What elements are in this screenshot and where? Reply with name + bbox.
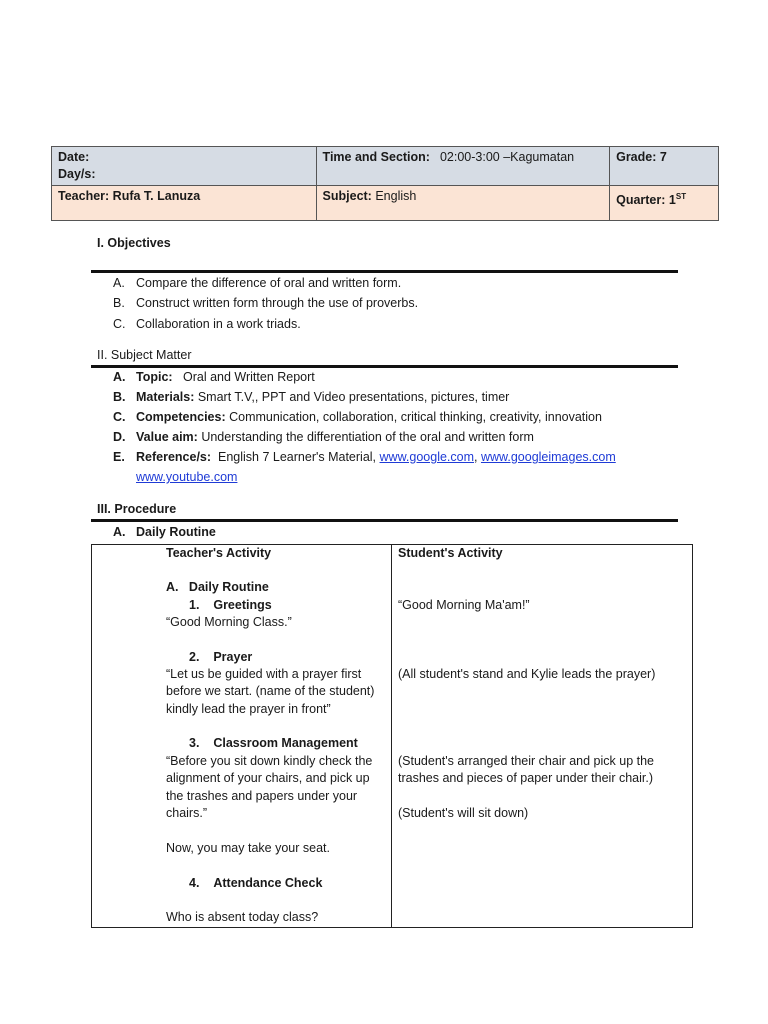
step-marker: 1. [189,598,200,612]
time-section-cell [316,147,610,186]
subject-matter-item [113,407,693,427]
teacher-activity-header: Teacher's Activity [166,546,272,560]
objective-item [113,293,693,313]
subject-matter-item: E. Reference/s: English 7 Learner's Material, www.google.com, www.googleimages.com [113,447,693,467]
grade-cell [610,147,719,186]
item-label: Competencies: [136,410,226,424]
youtube-link[interactable]: www.youtube.com [136,470,238,484]
time-value: 02:00-3:00 –Kagumatan [439,150,575,164]
objective-item [113,314,693,334]
student-line: (All student's stand and Kylie leads the prayer) [398,667,656,681]
student-line: trashes and pieces of paper under their chair.) [398,771,654,785]
student-line: (Student's arranged their chair and pick up the [398,754,655,768]
teacher-line: alignment of your chairs, and pick up [166,771,370,785]
prayer-heading [189,649,252,667]
grade-value: 7 [659,150,667,164]
item-marker: A. [113,370,126,384]
routine-marker: A. [166,580,179,594]
objective-marker: C. [113,317,126,331]
objective-text: Collaboration in a work triads. [136,317,301,331]
item-marker: E. [113,450,125,464]
teacher-routine-heading [166,579,269,597]
teacher-line: “Before you sit down kindly check the [166,754,373,768]
teacher-line: “Let us be guided with a prayer first [166,667,362,681]
step-title: Prayer [213,650,253,664]
date-cell [52,147,317,186]
student-line: (Student's will sit down) [398,806,529,820]
subject-value: English [375,189,417,203]
item-text: Understanding the differentiation of the oral and written form [201,430,534,444]
objective-text: Construct written form through the use of proverbs. [136,296,419,310]
quarter-value: 1 [668,193,676,208]
routine-title: Daily Routine [188,580,269,594]
column-divider [391,545,392,927]
grade-label: Grade: [616,150,657,164]
time-label: Time and Section: [322,150,430,164]
date-label: Date: [58,150,90,164]
objective-item [113,273,693,293]
subject-matter-item [113,467,693,487]
procedure-list [113,522,693,542]
item-text: English 7 Learner's Material, [218,450,377,464]
classroom-management-heading [189,735,358,753]
greetings-heading [189,597,272,615]
item-marker: C. [113,410,126,424]
student-activity-header: Student's Activity [398,546,503,560]
subject-matter-item [113,367,693,387]
procedure-sub-marker: A. [113,525,126,539]
procedure-sub-item [113,522,693,542]
subject-matter-item [113,387,693,407]
item-label: Reference/s: [136,450,212,464]
step-marker: 2. [189,650,200,664]
student-line: “Good Morning Ma'am!” [398,598,530,612]
item-text: Oral and Written Report [183,370,315,384]
teacher-line: Who is absent today class? [166,910,319,924]
teacher-label: Teacher: [58,189,110,203]
quarter-sup: ST [675,192,687,201]
quarter-label: Quarter: [616,193,666,208]
procedure-table [91,544,693,928]
teacher-value: Rufa T. Lanuza [112,189,201,203]
item-text: Communication, collaboration, critical thinking, creativity, innovation [229,410,602,424]
item-label: Topic: [136,370,173,384]
step-title: Greetings [213,598,272,612]
teacher-line: Now, you may take your seat. [166,841,330,855]
subject-matter-list [113,367,693,487]
item-text: Smart T.V,, PPT and Video presentations, pictures, timer [197,390,510,404]
procedure-sub-title: Daily Routine [136,525,216,539]
objective-text: Compare the difference of oral and written form. [136,276,402,290]
item-label: Value aim: [136,430,198,444]
step-title: Classroom Management [213,736,358,750]
item-marker: D. [113,430,126,444]
subject-label: Subject: [322,189,372,203]
item-marker: B. [113,390,126,404]
objective-marker: A. [113,276,125,290]
teacher-line: kindly lead the prayer in front” [166,702,331,716]
objectives-title: I. Objectives [97,236,171,250]
days-label: Day/s: [58,167,96,181]
subject-matter-title: II. Subject Matter [97,348,192,362]
teacher-line: before we start. (name of the student) [166,684,375,698]
objectives-list [113,273,693,334]
step-marker: 3. [189,736,200,750]
step-title: Attendance Check [213,876,323,890]
procedure-title: III. Procedure [97,502,177,516]
teacher-line: the trashes and papers under your [166,789,358,803]
google-link[interactable]: www.google.com [379,450,475,464]
teacher-line: chairs.” [166,806,207,820]
objective-marker: B. [113,296,125,310]
lesson-header-table [51,146,719,221]
step-marker: 4. [189,876,200,890]
item-label: Materials: [136,390,195,404]
subject-matter-item [113,427,693,447]
attendance-heading [189,875,322,893]
teacher-cell [52,186,317,221]
quarter-cell [610,186,719,221]
teacher-line: “Good Morning Class.” [166,615,292,629]
googleimages-link[interactable]: www.googleimages.com [480,450,616,464]
subject-cell [316,186,610,221]
